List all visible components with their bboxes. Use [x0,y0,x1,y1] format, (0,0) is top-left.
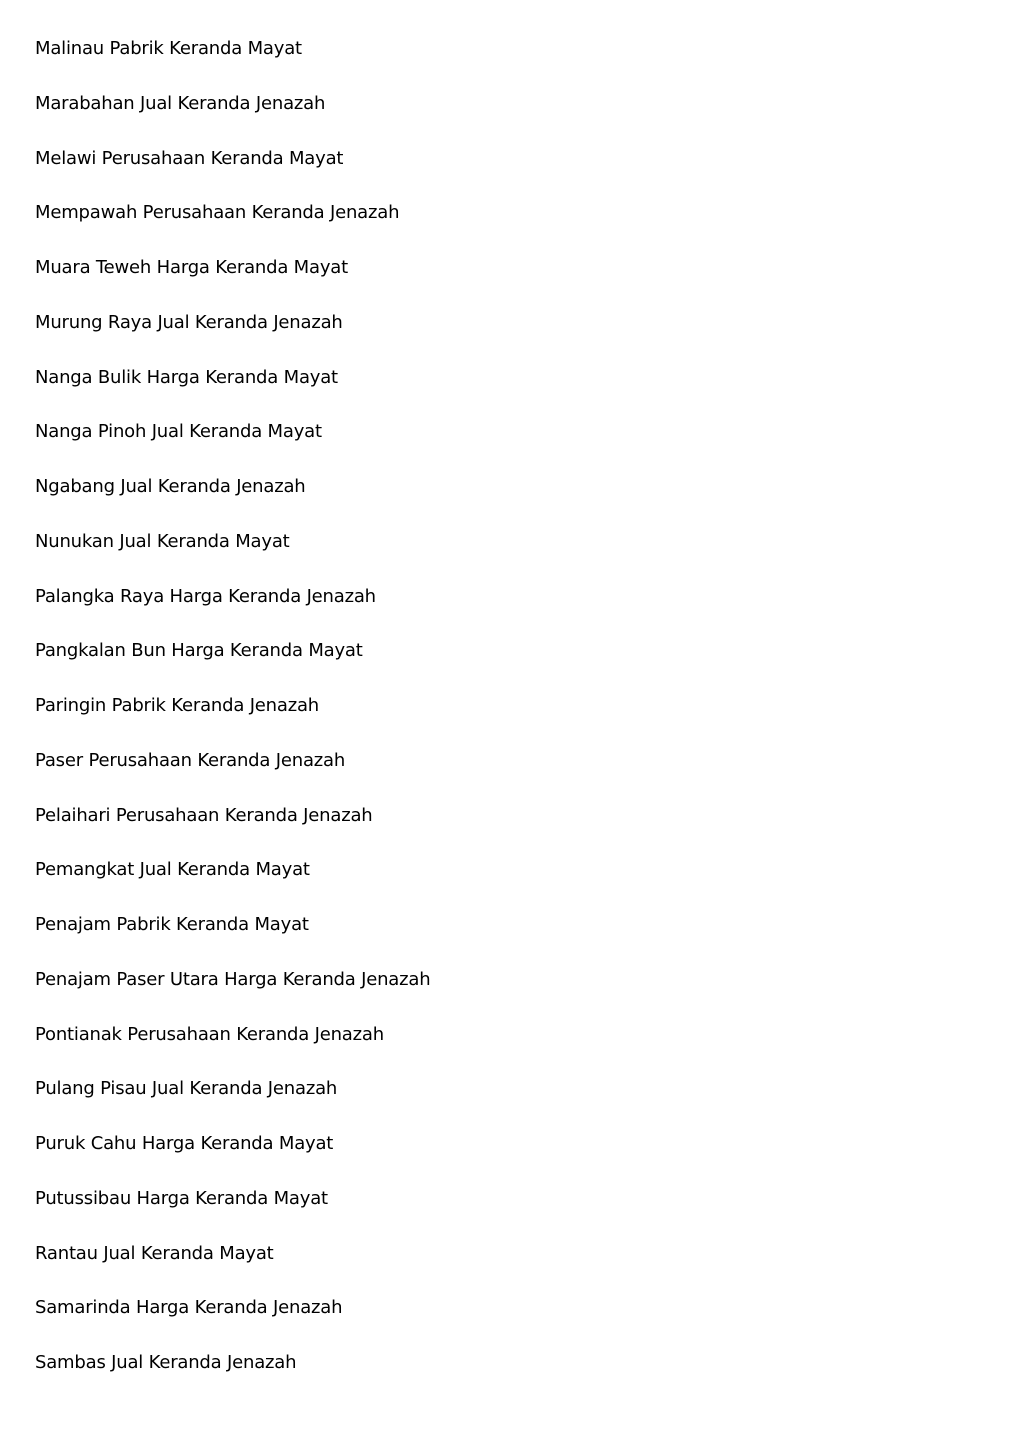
list-item: Ngabang Jual Keranda Jenazah [35,476,306,497]
list-item: Melawi Perusahaan Keranda Mayat [35,147,344,169]
list-item: Pulang Pisau Jual Keranda Jenazah [35,1078,338,1100]
list-item: Nanga Pinoh Jual Keranda Mayat [35,421,322,443]
list-item: Sambas Jual Keranda Jenazah [35,1352,297,1373]
list-item: Pemangkat Jual Keranda Mayat [35,859,310,881]
list-item: Marabahan Jual Keranda Jenazah [35,92,326,114]
list-item: Pangkalan Bun Harga Keranda Mayat [35,640,363,662]
list-item: Paringin Pabrik Keranda Jenazah [35,695,319,716]
list-item: Samarinda Harga Keranda Jenazah [35,1297,343,1319]
list-item: Paser Perusahaan Keranda Jenazah [35,749,346,771]
list-item: Mempawah Perusahaan Keranda Jenazah [35,202,400,224]
location-list [35,36,935,1405]
list-item: Malinau Pabrik Keranda Mayat [35,38,302,59]
list-item: Nunukan Jual Keranda Mayat [35,530,290,552]
list-item: Penajam Paser Utara Harga Keranda Jenazah [35,968,431,990]
list-item: Putussibau Harga Keranda Mayat [35,1187,328,1209]
list-item: Palangka Raya Harga Keranda Jenazah [35,585,376,607]
list-item: Pelaihari Perusahaan Keranda Jenazah [35,804,373,826]
list-item: Pontianak Perusahaan Keranda Jenazah [35,1023,384,1045]
list-item: Nanga Bulik Harga Keranda Mayat [35,366,338,388]
list-item: Puruk Cahu Harga Keranda Mayat [35,1133,334,1154]
list-item: Rantau Jual Keranda Mayat [35,1242,274,1264]
list-item: Murung Raya Jual Keranda Jenazah [35,311,343,333]
list-item: Muara Teweh Harga Keranda Mayat [35,257,348,278]
list-item: Penajam Pabrik Keranda Mayat [35,914,309,935]
